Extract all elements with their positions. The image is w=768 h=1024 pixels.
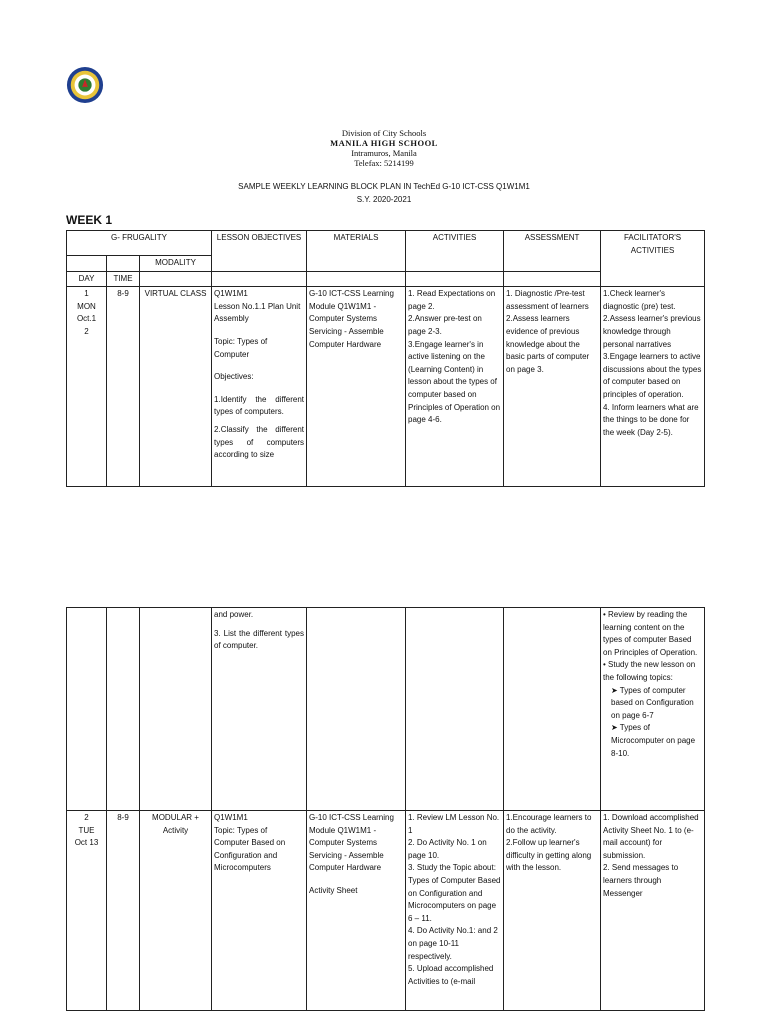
- plan-table-page2: [66, 607, 705, 1011]
- school-telefax: Telefax: 5214199: [354, 158, 414, 168]
- materials-cell: G-10 ICT-CSS Learning Module Q1W1M1 - Computer Systems Servicing - Assemble Computer Hardware: [307, 287, 406, 487]
- plan-table-page1: [66, 230, 705, 487]
- table-row: [67, 287, 705, 487]
- week-label: WEEK 1: [66, 213, 113, 227]
- modality-cell: VIRTUAL CLASS: [140, 287, 212, 487]
- col-header-time: TIME: [107, 271, 140, 287]
- col-header-day: DAY: [67, 271, 107, 287]
- assessment-cell: 1. Diagnostic /Pre-test assessment of learners 2.Assess learners evidence of previous knowledge about the basic parts of computer on page 3.: [504, 287, 601, 487]
- facilitator-cell: 1. Download accomplished Activity Sheet No. 1 to (e-mail account) for submission. 2. Send messages to learners through Messenger: [601, 811, 705, 1011]
- document-title: [0, 180, 768, 206]
- group-header: G- FRUGALITY: [67, 231, 212, 256]
- title-line-1: SAMPLE WEEKLY LEARNING BLOCK PLAN IN TechEd G-10 ICT-CSS Q1W1M1: [238, 182, 530, 191]
- time-cell: 8-9: [107, 287, 140, 487]
- col-header-assessment: ASSESSMENT: [504, 231, 601, 272]
- table-row: [67, 608, 705, 811]
- title-line-2: S.Y. 2020-2021: [356, 195, 412, 204]
- col-header-activities: ACTIVITIES: [406, 231, 504, 272]
- objectives-cell: and power. 3. List the different types of computer.: [212, 608, 307, 811]
- activities-cell: 1. Read Expectations on page 2. 2.Answer pre-test on page 2-3. 3.Engage learner's in active listening on the (Learning Content) in lesson about the types of computer based on Principles of Operation on page 4-6.: [406, 287, 504, 487]
- activities-cell: 1. Review LM Lesson No. 1 2. Do Activity No. 1 on page 10. 3. Study the Topic about: Types of Computer Based on Configuration and Microcomputers on page 6 – 11. 4. Do Activity No.1: and 2 on page 10-11 respectively. 5. Upload accomplished Activities to (e-mail: [406, 811, 504, 1011]
- objectives-cell: Q1W1M1 Topic: Types of Computer Based on Configuration and Microcomputers: [212, 811, 307, 1011]
- school-seal-logo: [66, 66, 104, 104]
- assessment-cell: 1.Encourage learners to do the activity. 2.Follow up learner's difficulty in getting along with the lesson.: [504, 811, 601, 1011]
- day-cell: 2 TUE Oct 13: [67, 811, 107, 1011]
- school-name: MANILA HIGH SCHOOL: [330, 138, 438, 148]
- objectives-cell: Q1W1M1 Lesson No.1.1 Plan Unit Assembly Topic: Types of Computer Objectives: 1.Identify the different types of computers. 2.Classify the different types of computers according to size: [212, 287, 307, 487]
- time-cell: 8-9: [107, 811, 140, 1011]
- division-name: Division of City Schools: [341, 128, 427, 138]
- materials-cell: G-10 ICT-CSS Learning Module Q1W1M1 - Computer Systems Servicing - Assemble Computer Hardware Activity Sheet: [307, 811, 406, 1011]
- school-address: Intramuros, Manila: [351, 148, 417, 158]
- col-header-objectives: LESSON OBJECTIVES: [212, 231, 307, 272]
- table-row: [67, 811, 705, 1011]
- day-cell: 1 MON Oct.1 2: [67, 287, 107, 487]
- modality-cell: MODULAR + Activity: [140, 811, 212, 1011]
- col-header-materials: MATERIALS: [307, 231, 406, 272]
- school-header: [0, 128, 768, 168]
- col-header-modality: MODALITY: [140, 256, 212, 272]
- facilitator-cell: 1.Check learner's diagnostic (pre) test. 2.Assess learner's previous knowledge through personal narratives 3.Engage learners to active discussions about the types of computer based on principles of operation. 4. Inform learners what are the things to be done for the week (Day 2-5).: [601, 287, 705, 487]
- facilitator-cell: • Review by reading the learning content on the types of computer Based on Principles of Operation. • Study the new lesson on the following topics: ➤ Types of computer based on Configuration on page 6-7 ➤ Types of Microcomputer on page 8-10.: [601, 608, 705, 811]
- col-header-facilitator: FACILITATOR'S ACTIVITIES: [601, 231, 705, 287]
